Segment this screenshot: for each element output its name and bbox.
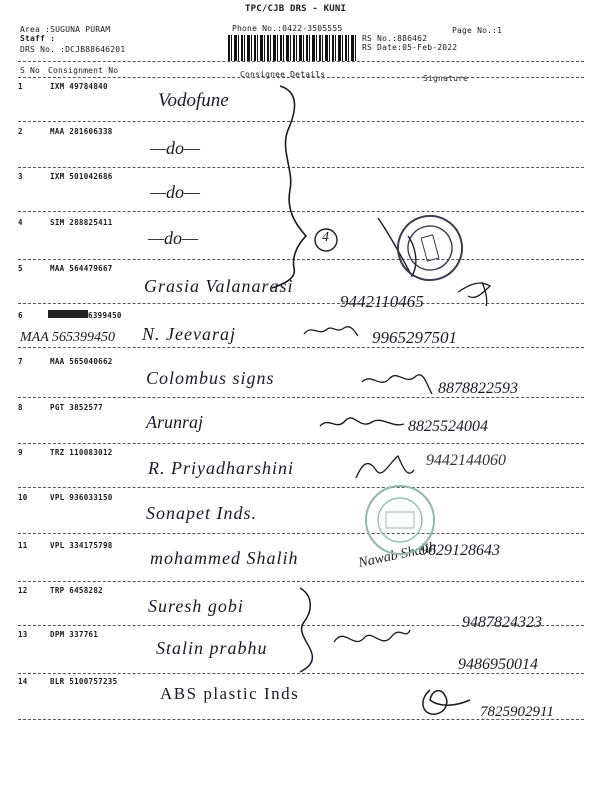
row-sno: 8 — [18, 403, 23, 412]
row-sno: 14 — [18, 677, 28, 686]
consignee-handwritten: Stalin prabhu — [156, 638, 268, 658]
row-sno: 10 — [18, 493, 28, 502]
staff-label: Staff : — [20, 34, 56, 43]
consignee-handwritten: N. Jeevaraj — [142, 324, 236, 344]
row-consignment: MAA 281606338 — [50, 127, 113, 136]
col-consignee: Consignee Details — [240, 70, 326, 79]
row-consignment: DPM 337761 — [50, 630, 99, 639]
phone-handwritten: 9487824323 — [462, 614, 542, 631]
circled-number: 4 — [322, 230, 329, 245]
signature-stroke — [320, 418, 404, 426]
row-consignment: PGT 3852577 — [50, 403, 103, 412]
consignee-handwritten: mohammed Shalih — [150, 548, 299, 568]
round-stamp — [391, 209, 469, 287]
row-consignment: IXM 49784840 — [50, 82, 108, 91]
signature-stroke — [458, 282, 490, 306]
row-consignment: TRP 6458282 — [50, 586, 103, 595]
signature-text: Nawab Shalih — [357, 539, 438, 572]
col-consignment: Consignment No — [48, 66, 119, 75]
row-consignment: 6399450 — [88, 311, 122, 320]
row-sno: 6 — [18, 311, 23, 320]
phone-handwritten: 9629128643 — [420, 542, 500, 559]
phone-number: Phone No.:0422-3505555 — [232, 24, 343, 33]
consignment-correction-handwritten: MAA 565399450 — [20, 330, 116, 345]
row-sno: 5 — [18, 264, 23, 273]
consignee-handwritten: Grasia Valanarasi — [144, 276, 294, 296]
signature-stroke — [423, 690, 470, 714]
rs-date: RS Date:05-Feb-2022 — [362, 43, 458, 52]
phone-handwritten: 9486950014 — [458, 656, 538, 673]
signature-stroke — [304, 327, 358, 336]
row-sno: 9 — [18, 448, 23, 457]
drs-number: DRS No. :DCJB88646201 — [20, 45, 126, 54]
row-sno: 1 — [18, 82, 23, 91]
circle-mark — [315, 229, 337, 251]
row-sno: 7 — [18, 357, 23, 366]
consignee-handwritten: Suresh gobi — [148, 596, 244, 616]
sheet-title: TPC/CJB DRS - KUNI — [245, 4, 347, 14]
col-signature: Signature — [423, 74, 469, 83]
row-sno: 2 — [18, 127, 23, 136]
row-sno: 13 — [18, 630, 28, 639]
consignee-handwritten: Sonapet Inds. — [146, 503, 257, 523]
consignee-handwritten: R. Priyadharshini — [148, 458, 294, 478]
row-sno: 4 — [18, 218, 23, 227]
row-consignment: MAA 564479667 — [50, 264, 113, 273]
consignee-handwritten: Vodofune — [158, 90, 229, 111]
page-number: Page No.:1 — [452, 26, 503, 35]
col-sno: S No — [20, 66, 41, 75]
consignee-handwritten: Arunraj — [146, 412, 204, 432]
brace-mark — [272, 86, 306, 288]
signature-stroke — [356, 456, 414, 478]
round-stamp — [366, 486, 434, 554]
row-consignment: SIM 288825411 — [50, 218, 113, 227]
phone-handwritten: 9442144060 — [426, 452, 506, 469]
rs-number: RS No.:886462 — [362, 34, 428, 43]
consignee-handwritten: —do— — [148, 228, 199, 248]
phone-handwritten: 9965297501 — [372, 328, 457, 347]
signature-stroke — [334, 630, 410, 642]
brace-mark — [300, 588, 312, 672]
signature-stroke — [378, 218, 416, 276]
consignee-handwritten: Colombus signs — [146, 368, 275, 388]
consignee-handwritten: ABS plastic Inds — [160, 684, 300, 703]
row-consignment: MAA 565040662 — [50, 357, 113, 366]
phone-handwritten: 9442110465 — [340, 292, 424, 311]
consignee-handwritten: —do— — [150, 138, 201, 158]
phone-handwritten: 8878822593 — [438, 380, 518, 397]
row-consignment: IXM 501042686 — [50, 172, 113, 181]
row-sno: 12 — [18, 586, 28, 595]
consignee-handwritten: —do— — [150, 182, 201, 202]
row-sno: 3 — [18, 172, 23, 181]
area-label: Area :SUGUNA PURAM — [20, 25, 111, 34]
signature-stroke — [362, 375, 432, 394]
phone-handwritten: 8825524004 — [408, 418, 488, 435]
row-consignment: VPL 334175798 — [50, 541, 113, 550]
bottom-number-handwritten: 7825902911 — [480, 704, 554, 720]
row-consignment: BLR 5100757235 — [50, 677, 118, 686]
row-sno: 11 — [18, 541, 28, 550]
row-consignment: TRZ 110083012 — [50, 448, 113, 457]
row-consignment: VPL 936033150 — [50, 493, 113, 502]
